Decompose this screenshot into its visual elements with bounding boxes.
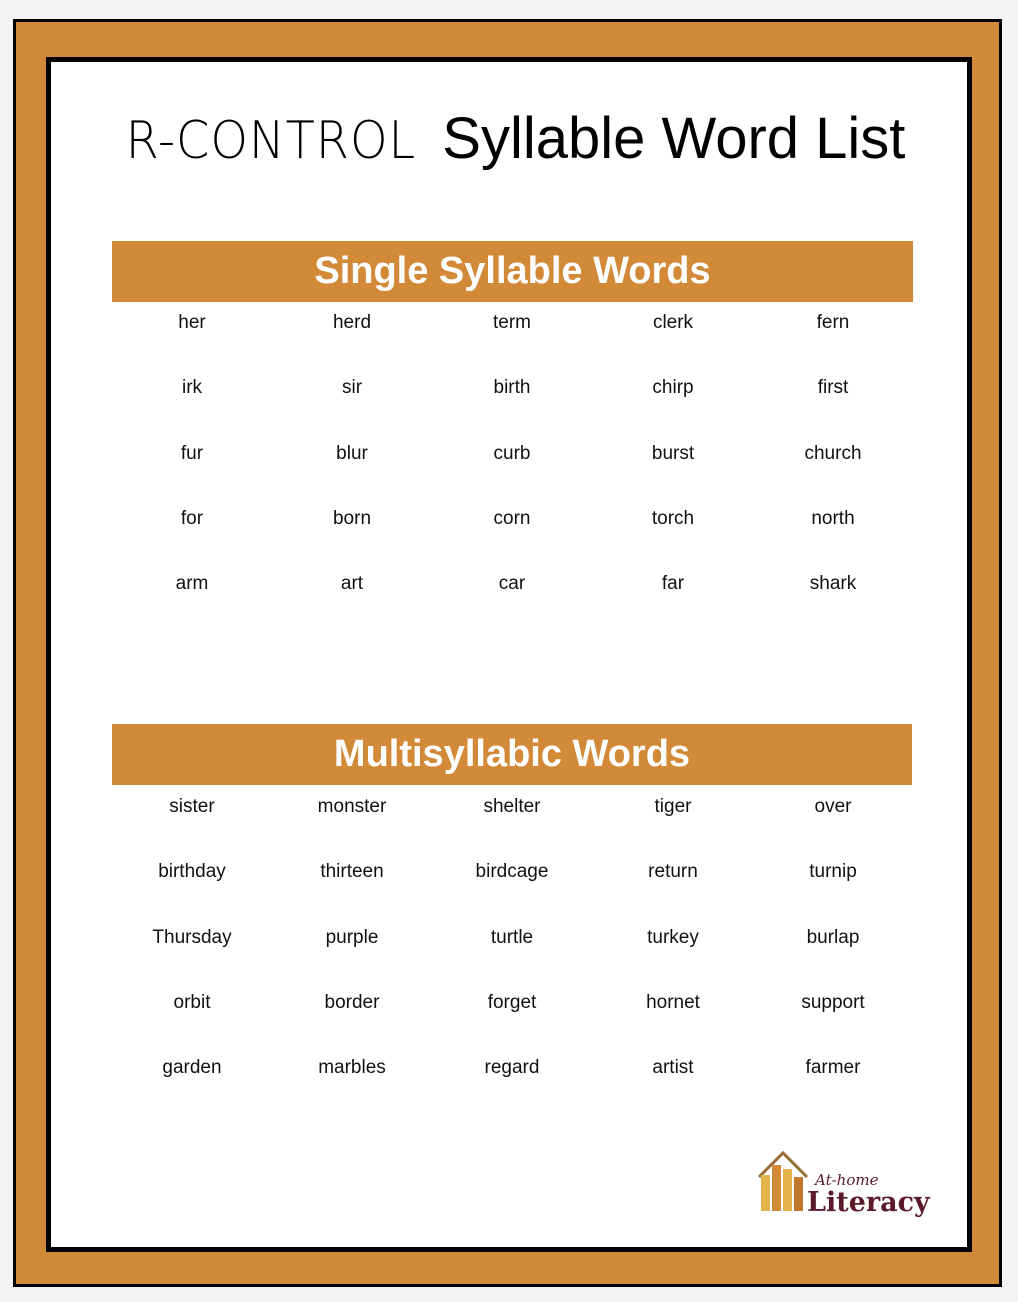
word-cell: border bbox=[324, 991, 380, 1013]
word-row bbox=[112, 1053, 913, 1083]
logo-script-text: At-home bbox=[815, 1171, 879, 1189]
word-cell: chirp bbox=[652, 377, 694, 399]
word-cell: monster bbox=[317, 796, 387, 817]
word-row bbox=[112, 792, 913, 822]
title-rest: Syllable Word List bbox=[442, 106, 906, 171]
word-cell: purple bbox=[325, 926, 379, 948]
word-cell: north bbox=[811, 507, 855, 529]
logo-word-text: Literacy bbox=[807, 1187, 930, 1217]
word-cell: turtle bbox=[490, 926, 534, 948]
word-cell: thirteen bbox=[320, 861, 384, 883]
word-cell: irk bbox=[181, 377, 203, 399]
word-cell: support bbox=[801, 991, 865, 1013]
word-cell: regard bbox=[484, 1057, 540, 1079]
word-row bbox=[112, 504, 913, 534]
word-row bbox=[112, 373, 913, 403]
word-cell: far bbox=[661, 573, 685, 595]
word-cell: burst bbox=[651, 442, 695, 464]
word-row bbox=[112, 308, 913, 338]
word-cell: shelter bbox=[483, 796, 541, 817]
word-cell: birth bbox=[493, 377, 531, 399]
word-cell: arm bbox=[175, 573, 209, 595]
worksheet-page bbox=[46, 57, 972, 1252]
word-cell: blur bbox=[336, 442, 368, 464]
word-cell: fur bbox=[180, 442, 204, 464]
word-cell: clerk bbox=[652, 312, 694, 333]
word-cell: term bbox=[493, 312, 531, 333]
word-cell: car bbox=[498, 573, 526, 595]
word-cell: fern bbox=[816, 312, 850, 333]
word-cell: tiger bbox=[654, 796, 692, 817]
house-books-icon bbox=[759, 1153, 807, 1211]
word-cell: curb bbox=[493, 442, 531, 464]
word-cell: birdcage bbox=[475, 861, 549, 883]
word-cell: marbles bbox=[318, 1057, 386, 1079]
word-cell: artist bbox=[652, 1057, 694, 1079]
word-row bbox=[112, 923, 913, 953]
word-cell: torch bbox=[651, 507, 695, 529]
word-cell: Thursday bbox=[152, 926, 232, 948]
word-cell: corn bbox=[493, 507, 531, 529]
word-cell: turkey bbox=[647, 926, 699, 948]
word-cell: art bbox=[340, 573, 364, 595]
title-stylized: R-CONTROL bbox=[125, 111, 416, 171]
section-heading-multi: Multisyllabic Words bbox=[112, 724, 912, 785]
word-cell: her bbox=[178, 312, 206, 333]
word-row bbox=[112, 988, 913, 1018]
word-cell: return bbox=[648, 861, 698, 883]
word-row bbox=[112, 439, 913, 469]
word-cell: born bbox=[332, 507, 372, 529]
word-cell: over bbox=[814, 796, 852, 817]
page-border-frame bbox=[13, 19, 1002, 1287]
word-cell: birthday bbox=[158, 861, 226, 883]
word-cell: burlap bbox=[806, 926, 860, 948]
word-cell: first bbox=[817, 377, 849, 399]
word-cell: shark bbox=[809, 573, 857, 595]
word-cell: turnip bbox=[809, 861, 857, 883]
word-cell: hornet bbox=[646, 991, 700, 1013]
word-cell: forget bbox=[487, 991, 537, 1013]
page-title bbox=[51, 104, 967, 176]
word-cell: sister bbox=[169, 796, 215, 817]
word-cell: garden bbox=[162, 1057, 222, 1079]
word-cell: orbit bbox=[173, 991, 211, 1013]
word-cell: sir bbox=[341, 377, 363, 399]
at-home-literacy-logo bbox=[757, 1147, 937, 1217]
section-heading-single: Single Syllable Words bbox=[112, 241, 913, 302]
word-cell: church bbox=[804, 442, 862, 464]
word-cell: farmer bbox=[805, 1057, 861, 1079]
word-row bbox=[112, 857, 913, 887]
word-cell: herd bbox=[332, 312, 372, 333]
word-cell: for bbox=[180, 507, 204, 529]
word-row bbox=[112, 569, 913, 599]
